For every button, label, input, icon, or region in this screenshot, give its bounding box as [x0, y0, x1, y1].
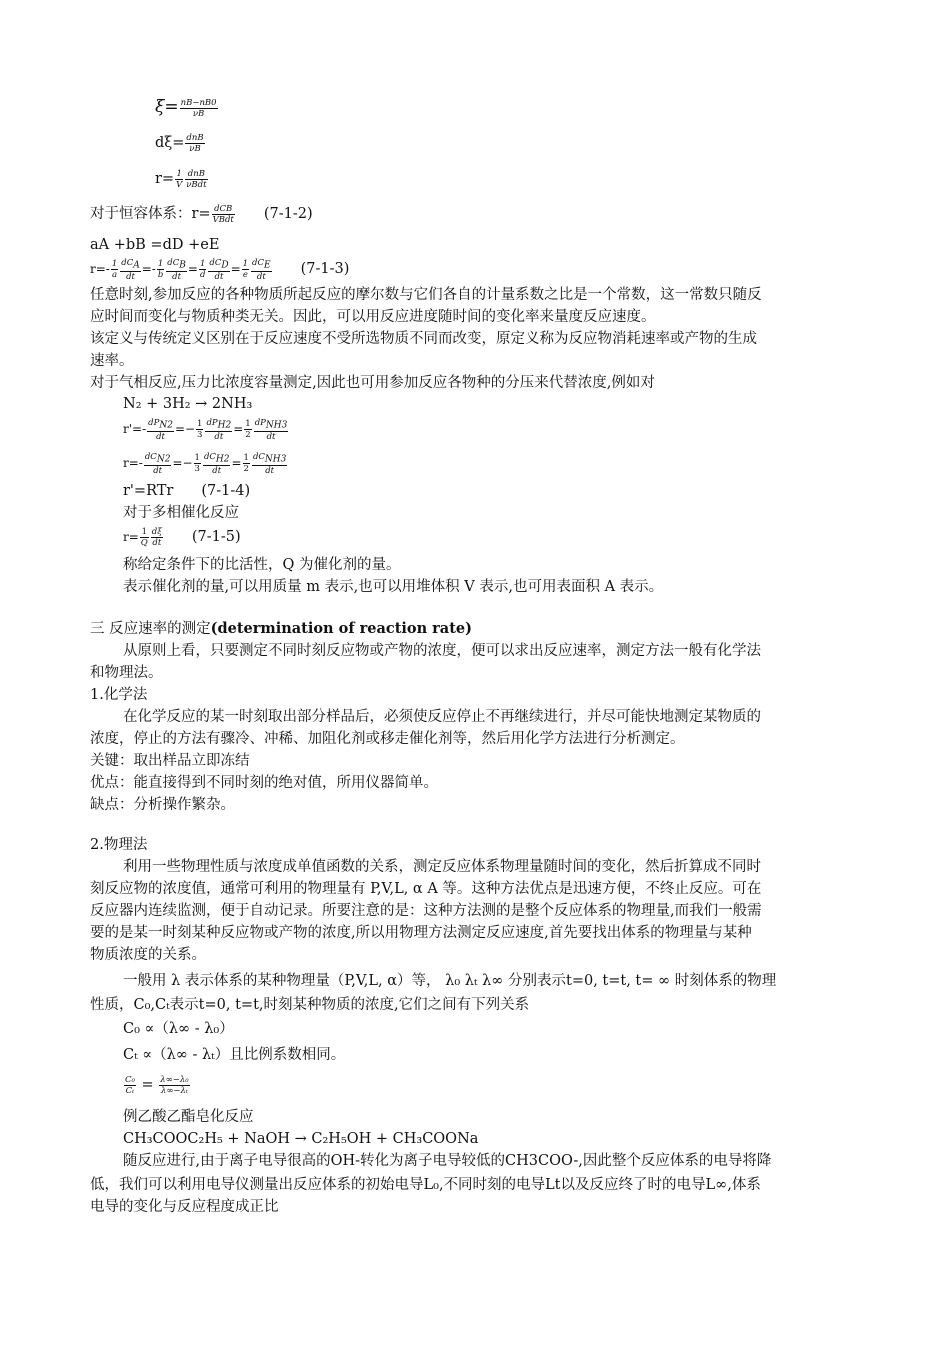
rdef-frac1: [175, 169, 183, 190]
dxi-den: νB: [189, 143, 201, 154]
xi-lhs: ξ=: [155, 97, 179, 117]
paragraph-line: 利用一些物理性质与浓度成单值函数的关系，测定反应体系物理量随时间的变化，然后折算成不同时: [123, 859, 761, 875]
saponification-reaction: CH₃COOC₂H₅ + NaOH → C₂H₅OH + CH₃COONa: [123, 1131, 479, 1147]
paragraph-line: 速率。: [90, 353, 134, 369]
ratio-equation: $\frac{\text{C₀}}{\text{Cₜ}}$ = $\frac{\text{λ∞−λ₀}}{\text{λ∞−λₜ}}$: [125, 1074, 189, 1096]
subsection-title: 2.物理法: [90, 837, 148, 853]
constant-volume-equation: [90, 203, 880, 225]
pressure-rate-equation: [123, 418, 913, 442]
ratio-c-num: C₀: [125, 1074, 135, 1085]
ratio-c-den: Cₜ: [125, 1085, 135, 1096]
dxi-lhs: dξ=: [155, 135, 185, 151]
example-label: 例乙酸乙酯皂化反应: [123, 1109, 254, 1125]
paragraph-line: 在化学反应的某一时刻取出部分样品后，必须使反应停止不再继续进行，并尽可能快地测定某物质的: [123, 709, 761, 725]
paragraph-line: 低，我们可以利用电导仪测量出反应体系的初始电导L₀,不同时刻的电导Lt以及反应终了时的电导L∞,体系: [90, 1177, 761, 1193]
rdef-f2-num: dnB: [185, 169, 207, 180]
rate-all-expression: r=- $\frac{1}{a}$ $\frac{dC_A}{dt}$ =- $\frac{1}{b}$ $\frac{dC_B}{dt}$ = $\frac{1}{d}$ $\frac{dC_D}{dt}$ = $\frac{1}{e}$ $\frac{dC_E}{dt}$: [90, 258, 271, 282]
paragraph-line: 刻反应物的浓度值，通常可利用的物理量有 P,V,L, α A 等。这种方法优点是迅速方便，不终止反应。可在: [90, 881, 762, 897]
rprime-equation: [123, 480, 913, 502]
disadvantage: 缺点：分析操作繁杂。: [90, 797, 235, 813]
heterogeneous-rate-equation: [123, 526, 913, 548]
ratio-lambda-fraction: [159, 1075, 189, 1096]
rdef-lhs: r=: [155, 171, 175, 187]
eq-tag-7-1-2: (7-1-2): [263, 206, 313, 222]
rprime-text: r'=RTr: [123, 483, 174, 499]
eq-tag-7-1-4: (7-1-4): [201, 483, 251, 499]
general-reaction: aA +bB =dD +eE: [90, 237, 220, 253]
rdef-f2-den: νBdt: [186, 179, 207, 190]
section-heading-number: 三 反应速率的测定: [90, 621, 211, 637]
ratio-lambda-num: λ∞−λ₀: [160, 1074, 189, 1085]
rdef-frac2: [185, 169, 207, 190]
heterogeneous-rate-expression: r= $\frac{1}{Q}$ $\frac{d\xi}{dt}$: [123, 527, 162, 548]
rate-definition: [155, 168, 945, 190]
rdef-f1-den: V: [176, 179, 183, 190]
paragraph-line: 要的是某一时刻某种反应物或产物的浓度,所以用物理方法测定反应速度,首先要找出体系的物理量与某种: [90, 925, 752, 941]
rdef-f1-num: 1: [176, 168, 182, 179]
paragraph-line: 随反应进行,由于离子电导很高的OH-转化为离子电导较低的CH3COO-,因此整个反应体系的电导将降: [123, 1153, 772, 1169]
paragraph-line: 和物理法。: [90, 665, 163, 681]
pressure-rate-expression: r'=- $\frac{dP_{N2}}{dt}$ =− $\frac{1}{3}$ $\frac{dP_{H2}}{dt}$ = $\frac{1}{2}$ $\frac{dP_{NH3}}{dt}$: [123, 418, 288, 442]
xi-den: νB: [192, 108, 205, 119]
ratio-lambda-den: λ∞−λₜ: [160, 1085, 189, 1096]
key-point: 关键：取出样品立即冻结: [90, 753, 250, 769]
paragraph-line: 浓度，停止的方法有骤冷、冲稀、加阻化剂或移走催化剂等，然后用化学方法进行分析测定。: [90, 731, 685, 747]
xi-equation: [155, 96, 945, 119]
ammonia-reaction: N₂ + 3H₂ → 2NH₃: [123, 396, 253, 412]
paragraph-line: 从原则上看，只要测定不同时刻反应物或产物的浓度，便可以求出反应速率，测定方法一般有化学法: [123, 643, 761, 659]
xi-fraction: [180, 98, 218, 119]
paragraph-line: 称给定条件下的比活性，Q 为催化剂的量。: [123, 557, 401, 573]
advantage: 优点：能直接得到不同时刻的绝对值，所用仪器简单。: [90, 775, 438, 791]
eq-tag-7-1-5: (7-1-5): [191, 529, 241, 545]
paragraph-line: 物质浓度的关系。: [90, 947, 206, 963]
c0-relation: C₀ ∝（λ∞ - λ₀）: [123, 1021, 234, 1037]
paragraph-line: 表示催化剂的量,可以用质量 m 表示,也可以用堆体积 V 表示,也可用表面积 A 表示。: [123, 579, 664, 595]
xi-num: nB−nB0: [180, 97, 217, 108]
rate-all-species-equation: [90, 258, 880, 282]
paragraph-line: 一般用 λ 表示体系的某种物理量（P,V,L, α）等， λ₀ λₜ λ∞ 分别表示t=0, t=t, t= ∞ 时刻体系的物理: [123, 973, 777, 989]
concentration-rate-equation: [123, 452, 913, 476]
subsection-title: 1.化学法: [90, 687, 148, 703]
dxi-equation: [155, 132, 945, 154]
section-heading: [90, 618, 880, 640]
paragraph-line: 反应器内连续监测，便于自动记录。所要注意的是：这种方法测的是整个反应体系的物理量,而我们一般需: [90, 903, 762, 919]
eq-tag-7-1-3: (7-1-3): [300, 261, 350, 278]
paragraph-line: 应时间而变化与物质种类无关。因此，可以用反应进度随时间的变化率来量度反应速度。: [90, 309, 656, 325]
dxi-num: dnB: [186, 132, 204, 143]
const-vol-num: dCB: [212, 204, 235, 215]
const-vol-fraction: [212, 204, 235, 225]
const-vol-den: VBdt: [212, 214, 234, 225]
concentration-rate-expression: r=- $\frac{dC_{N2}}{dt}$ =− $\frac{1}{3}$ $\frac{dC_{H2}}{dt}$ = $\frac{1}{2}$ $\frac{dC_{NH3}}{dt}$: [123, 452, 287, 476]
paragraph-line: 任意时刻,参加反应的各种物质所起反应的摩尔数与它们各自的计量系数之比是一个常数，这一常数只随反: [90, 287, 762, 303]
section-heading-english: (determination of reaction rate): [210, 620, 472, 637]
ratio-c-fraction: [124, 1075, 136, 1096]
const-vol-prefix: 对于恒容体系：r=: [90, 206, 211, 222]
paragraph-line: 该定义与传统定义区别在于反应速度不受所选物质不同而改变，原定义称为反应物消耗速率或产物的生成: [90, 331, 757, 347]
paragraph-line: 对于气相反应,压力比浓度容量测定,因此也可用参加反应各物种的分压来代替浓度,例如对: [90, 375, 655, 391]
dxi-fraction: [185, 133, 204, 154]
paragraph-line: 电导的变化与反应程度成正比: [90, 1199, 279, 1215]
ct-relation: Cₜ ∝（λ∞ - λₜ）且比例系数相同。: [123, 1047, 346, 1063]
paragraph-line: 性质，C₀,Cₜ表示t=0, t=t,时刻某种物质的浓度,它们之间有下列关系: [90, 997, 530, 1013]
heterogeneous-catalysis-label: 对于多相催化反应: [123, 505, 239, 521]
